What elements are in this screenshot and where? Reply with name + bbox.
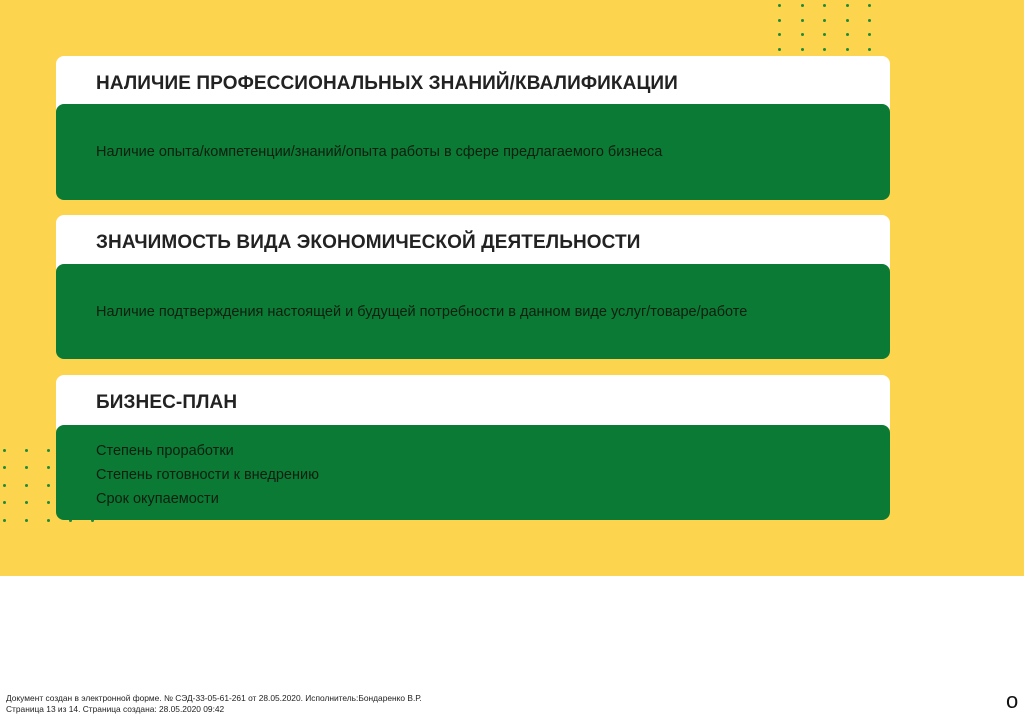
criterion-list-item: Степень проработки [96, 443, 234, 459]
criterion-body [56, 104, 890, 200]
criterion-list [96, 439, 319, 511]
criterion-body [56, 264, 890, 359]
criterion-block-qualification [56, 56, 890, 200]
criterion-description: Наличие подтверждения настоящей и будущей потребности в данном виде услуг/товаре/работе [96, 304, 748, 320]
criterion-description: Наличие опыта/компетенции/знаний/опыта работы в сфере предлагаемого бизнеса [96, 144, 663, 160]
criterion-title: НАЛИЧИЕ ПРОФЕССИОНАЛЬНЫХ ЗНАНИЙ/КВАЛИФИКАЦИИ [96, 73, 678, 94]
criterion-title: БИЗНЕС-ПЛАН [96, 392, 238, 413]
criterion-body [56, 425, 890, 520]
footer-page-info: Страница 13 из 14. Страница создана: 28.05.2020 09:42 [6, 704, 225, 714]
criterion-list-item: Срок окупаемости [96, 491, 219, 507]
document-footer [6, 693, 422, 715]
corner-mark: o [1006, 688, 1019, 713]
decorative-dots-top [778, 4, 891, 62]
criterion-block-economic-activity [56, 215, 890, 359]
criterion-block-business-plan [56, 375, 890, 520]
footer-document-info: Документ создан в электронной форме. № СЭД-33-05-61-261 от 28.05.2020. Исполнитель:Бондаренко В.Р. [6, 693, 422, 703]
criterion-list-item: Степень готовности к внедрению [96, 467, 319, 483]
criterion-title: ЗНАЧИМОСТЬ ВИДА ЭКОНОМИЧЕСКОЙ ДЕЯТЕЛЬНОСТИ [96, 232, 641, 253]
